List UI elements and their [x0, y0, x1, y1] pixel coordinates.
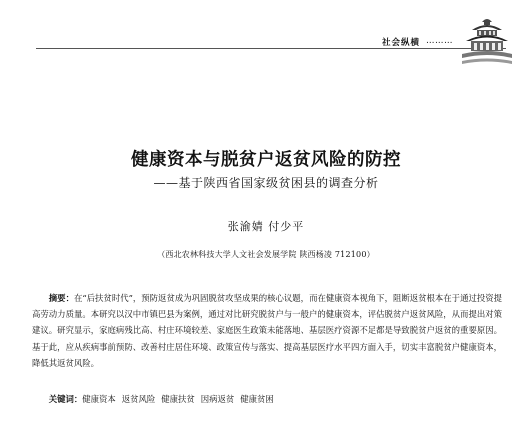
keywords-label: 关键词：: [48, 394, 83, 404]
section-dots: ………: [426, 36, 453, 46]
section-label: 社会纵横: [382, 38, 421, 48]
abstract-label: 摘要：: [48, 293, 74, 303]
pavilion-logo-icon: [462, 8, 512, 68]
article-affiliation: （西北农林科技大学人文社会发展学院 陕西杨凌 712100）: [157, 250, 375, 259]
keyword-item: 健康扶贫: [161, 394, 195, 404]
header-rule: [36, 48, 506, 49]
article-title: 健康资本与脱贫户返贫风险的防控: [131, 150, 401, 170]
keyword-item: 健康资本: [82, 394, 116, 404]
keywords: [32, 391, 502, 407]
keyword-item: 因病返贫: [200, 394, 235, 404]
article-subtitle: ——基于陕西省国家级贫困县的调查分析: [153, 176, 379, 190]
abstract: [32, 290, 502, 371]
keyword-item: 返贫风险: [121, 394, 156, 404]
keyword-item: 健康贫困: [240, 394, 274, 404]
abstract-text: 在“后扶贫时代”，预防返贫成为巩固脱贫攻坚成果的核心议题，而在健康资本视角下，阻断返贫根本在于通过投资提高劳动力质量。本研究以汉中市镇巴县为案例，通过对比研究脱贫户与一般户的健康资本，评估脱贫户返贫风险，从而提出对策建议。研究显示，家庭病残比高、村庄环境较差、家庭医生政策未能落地、基层医疗资源不足都是导致脱贫户返贫的重要原因。基于此，应从疾病事前预防、改善村庄居住环境、政策宣传与落实、提高基层医疗水平四方面入手，切实丰富脱贫户健康资本，降低其返贫风险。: [32, 293, 503, 368]
article-authors: 张渝婧 付少平: [227, 220, 305, 233]
